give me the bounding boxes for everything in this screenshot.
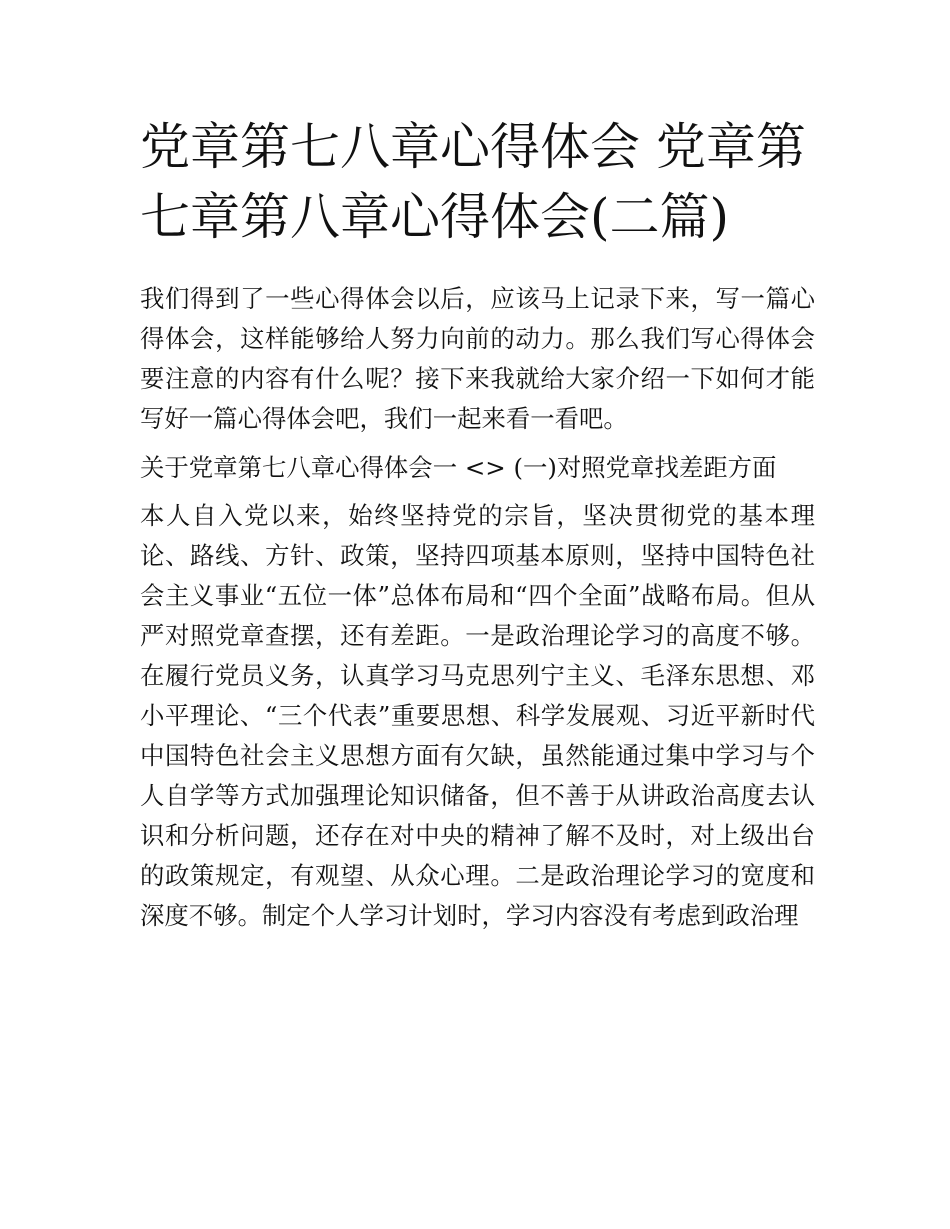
body-paragraph: 本人自入党以来，始终坚持党的宗旨，坚决贯彻党的基本理论、路线、方针、政策，坚持四项基本原则，坚持中国特色社会主义事业“五位一体”总体布局和“四个全面”战略布局。但从严对照党章查摆，还有差距。一是政治理论学习的高度不够。在履行党员义务，认真学习马克思列宁主义、毛泽东思想、邓小平理论、“三个代表”重要思想、科学发展观、习近平新时代中国特色社会主义思想方面有欠缺，虽然能通过集中学习与个人自学等方式加强理论知识储备，但不善于从讲政治高度去认识和分析问题，还存在对中央的精神了解不及时，对上级出台的政策规定，有观望、从众心理。二是政治理论学习的宽度和深度不够。制定个人学习计划时，学习内容没有考虑到政治理: [140, 501, 815, 930]
intro-paragraph: 我们得到了一些心得体会以后，应该马上记录下来，写一篇心得体会，这样能够给人努力向前的动力。那么我们写心得体会要注意的内容有什么呢？接下来我就给大家介绍一下如何才能写好一篇心得体会吧，我们一起来看一看吧。: [140, 284, 815, 433]
document-title: 党章第七八章心得体会 党章第七章第八章心得体会(二篇): [140, 118, 806, 246]
document-body: [140, 279, 815, 945]
section-heading: 关于党章第七八章心得体会一 <> (一)对照党章找差距方面: [140, 453, 777, 482]
